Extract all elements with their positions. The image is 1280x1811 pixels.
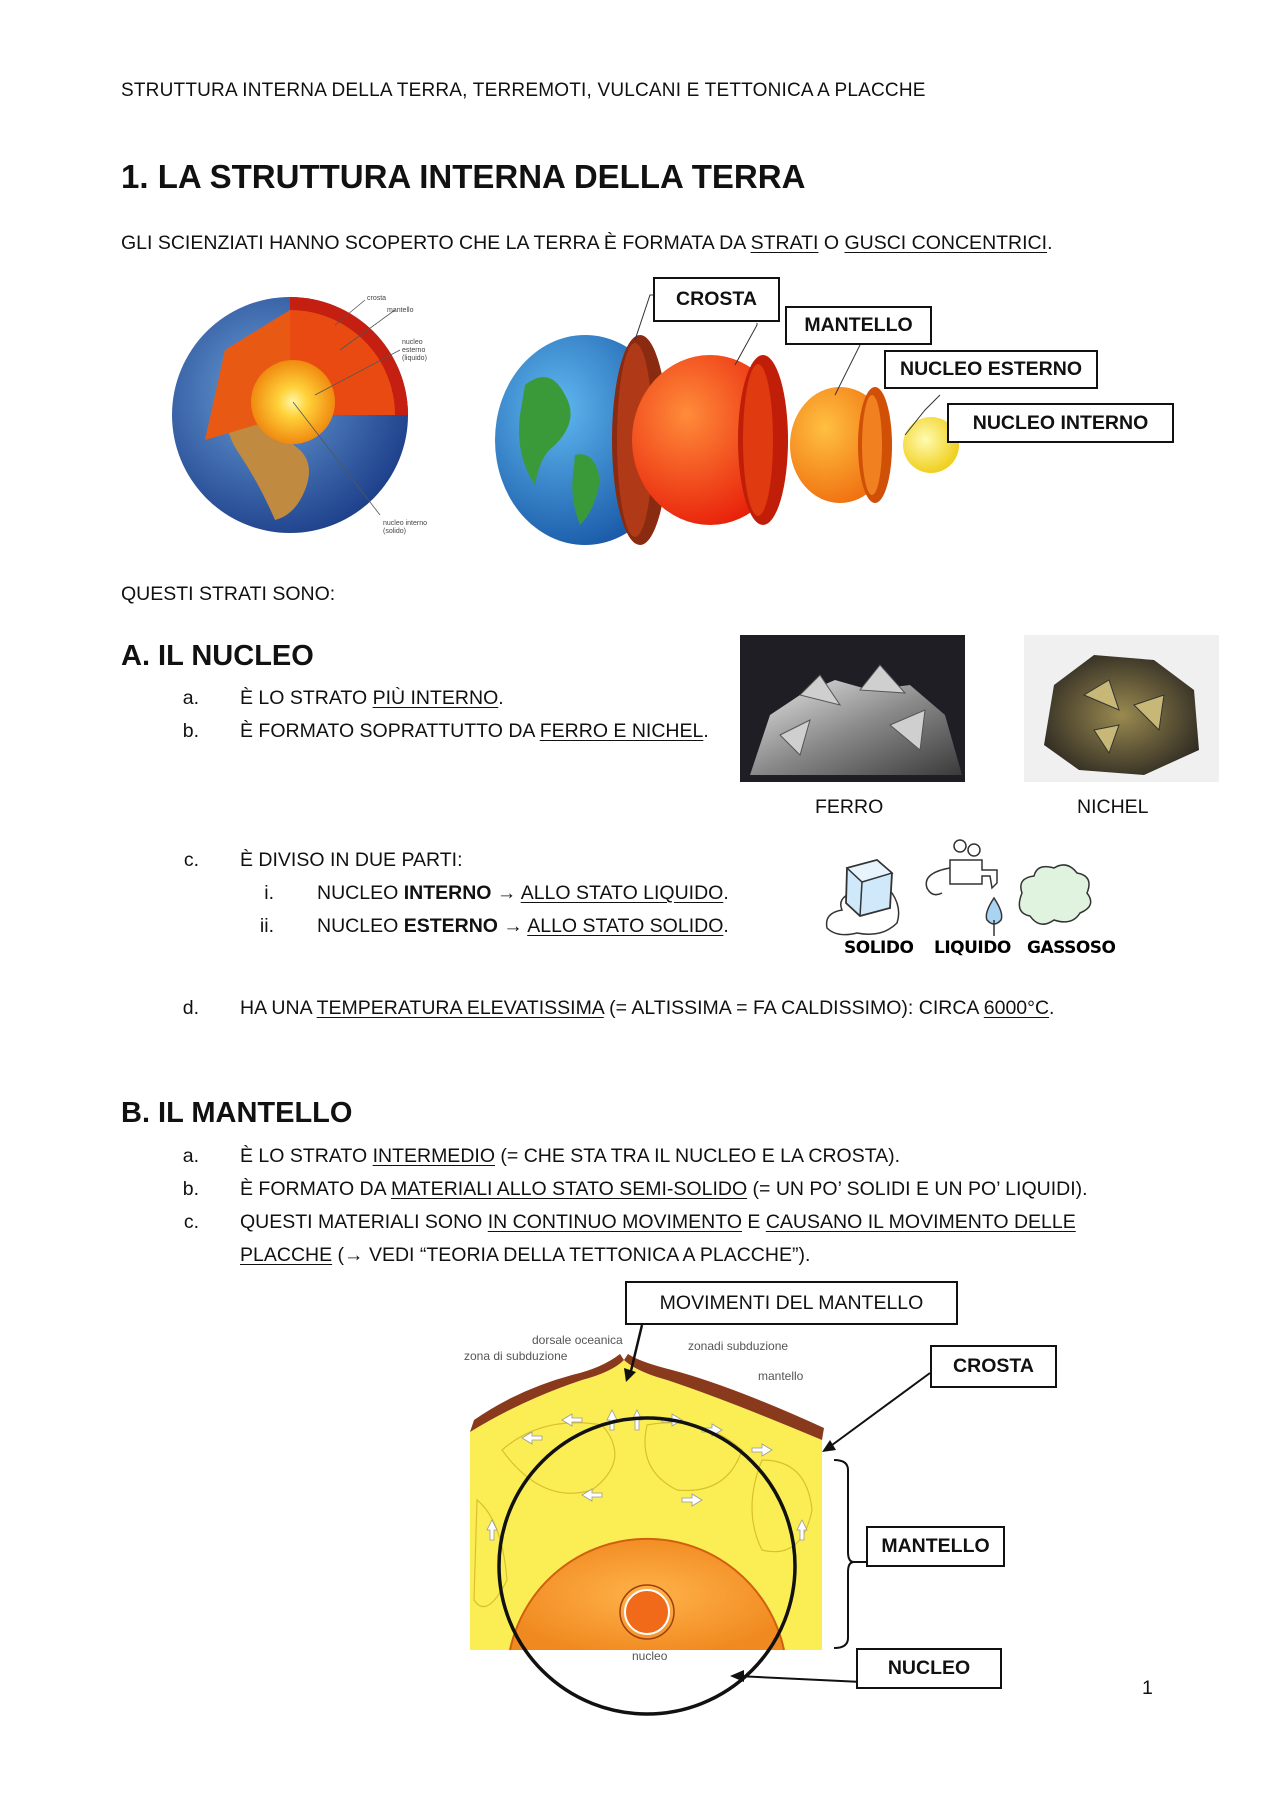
tap-handle-icon	[954, 840, 966, 852]
arrowhead-crosta	[822, 1440, 836, 1452]
globe-label-crosta: crosta	[367, 295, 387, 302]
item-text	[240, 687, 504, 710]
tap-handle-2	[968, 844, 980, 856]
globe-label-mantello: mantello	[387, 307, 414, 314]
globe-label-liquido: (liquido)	[402, 355, 427, 362]
arrow-crosta	[828, 1373, 930, 1448]
intro-underline-gusci: GUSCI CONCENTRICI	[844, 232, 1048, 254]
underlined-text-temperature: 6000°C	[983, 997, 1050, 1019]
strata-intro: QUESTI STRATI SONO:	[121, 583, 336, 605]
gas-cloud-icon	[1019, 865, 1090, 924]
globe-label-nucleo: nucleo	[402, 339, 423, 346]
text: È LO STRATO	[240, 1145, 373, 1167]
list-marker: c.	[183, 849, 199, 871]
list-marker: a.	[182, 687, 199, 709]
label-box-crosta: CROSTA	[653, 277, 780, 322]
arrow: →	[497, 915, 528, 937]
earth-cutaway-illustration	[165, 290, 450, 545]
list-marker: c.	[183, 1211, 199, 1233]
mantle-cut-inner	[743, 364, 773, 516]
item-text	[240, 720, 709, 743]
list-marker: d.	[182, 997, 199, 1019]
iron-photo	[740, 635, 965, 782]
underlined-text: PIÙ INTERNO	[372, 687, 499, 709]
label-nucleo-small: nucleo	[632, 1649, 668, 1663]
mantello-item-c-line2	[240, 1244, 810, 1267]
intro-text-end: .	[1047, 232, 1053, 254]
item-text	[240, 997, 1054, 1020]
text: HA UNA	[240, 997, 317, 1019]
heading-mantello: B. IL MANTELLO	[121, 1097, 353, 1129]
text: (→ VEDI “TEORIA DELLA TETTONICA A PLACCHE”).	[332, 1244, 811, 1266]
nickel-photo	[1024, 635, 1219, 782]
document-header: STRUTTURA INTERNA DELLA TERRA, TERREMOTI, VULCANI E TETTONICA A PLACCHE	[121, 80, 926, 101]
text: .	[723, 915, 729, 937]
text: (= ALTISSIMA = FA CALDISSIMO): CIRCA	[603, 997, 984, 1019]
underlined-text: MATERIALI ALLO STATO SEMI-SOLIDO	[390, 1178, 748, 1200]
phase-label-liquido: LIQUIDO	[934, 938, 1011, 958]
label-box-nucleo-esterno: NUCLEO ESTERNO	[884, 350, 1098, 389]
label-dorsale-oceanica: dorsale oceanica	[532, 1333, 623, 1347]
bold-text: ESTERNO	[403, 915, 498, 937]
label-box-mantello: MANTELLO	[785, 306, 932, 345]
list-marker: i.	[264, 882, 274, 904]
text: .	[703, 720, 709, 742]
globe-label-nucleo-interno: nucleo interno	[383, 520, 427, 527]
list-marker: a.	[182, 1145, 199, 1167]
underlined-text: CAUSANO IL MOVIMENTO DELLE	[765, 1211, 1076, 1233]
section-title: 1. LA STRUTTURA INTERNA DELLA TERRA	[121, 158, 806, 195]
text: .	[723, 882, 729, 904]
text: QUESTI MATERIALI SONO	[240, 1211, 488, 1233]
underlined-text: PLACCHE	[240, 1244, 333, 1266]
globe-label-esterno: esterno	[402, 347, 426, 354]
label-ferro: FERRO	[815, 796, 884, 818]
intro-text-mid: O	[818, 232, 845, 254]
text: È LO STRATO	[240, 687, 373, 709]
label-box-nucleo: NUCLEO	[856, 1648, 1002, 1689]
page-number: 1	[1142, 1677, 1153, 1699]
water-tap-icon	[950, 860, 997, 888]
label-box-mantello-2: MANTELLO	[866, 1526, 1005, 1567]
item-text: È DIVISO IN DUE PARTI:	[240, 849, 463, 871]
list-marker: ii.	[259, 915, 274, 937]
underlined-text: ALLO STATO SOLIDO	[527, 915, 724, 937]
underlined-text: INTERMEDIO	[372, 1145, 495, 1167]
tap-pipe	[926, 868, 950, 895]
inner-core	[625, 1590, 669, 1634]
states-of-matter-illustration	[822, 838, 1116, 958]
phase-label-solido: SOLIDO	[844, 938, 914, 958]
label-zonadi-subduzione: zonadi subduzione	[688, 1339, 789, 1353]
item-text	[240, 1145, 900, 1168]
item-text	[240, 1178, 1088, 1201]
text: (= CHE STA TRA IL NUCLEO E LA CROSTA).	[494, 1145, 901, 1167]
label-box-nucleo-interno: NUCLEO INTERNO	[947, 403, 1174, 443]
underlined-text: TEMPERATURA ELEVATISSIMA	[316, 997, 604, 1019]
text: NUCLEO	[317, 915, 404, 937]
globe-label-solido: (solido)	[383, 528, 406, 535]
intro-underline-strati: STRATI	[750, 232, 819, 254]
text: .	[1049, 997, 1055, 1019]
list-marker: b.	[182, 1178, 199, 1200]
item-text	[240, 1211, 1076, 1234]
arrow: →	[491, 882, 521, 904]
text: E	[742, 1211, 766, 1233]
label-box-crosta-2: CROSTA	[930, 1345, 1057, 1388]
text: È FORMATO SOPRATTUTTO DA	[240, 720, 540, 742]
text: (= UN PO’ SOLIDI E UN PO’ LIQUIDI).	[747, 1178, 1088, 1200]
intro-paragraph	[121, 232, 1052, 255]
mantle-brace	[834, 1460, 854, 1648]
item-text	[317, 915, 729, 938]
bold-text: INTERNO	[403, 882, 492, 904]
label-nichel: NICHEL	[1077, 796, 1149, 818]
list-marker: b.	[182, 720, 199, 742]
item-text	[317, 882, 729, 905]
heading-nucleo: A. IL NUCLEO	[121, 640, 314, 672]
underlined-text: IN CONTINUO MOVIMENTO	[487, 1211, 742, 1233]
label-mantello-small: mantello	[758, 1369, 804, 1383]
underlined-text: FERRO E NICHEL	[539, 720, 704, 742]
leader-crosta	[635, 295, 655, 340]
underlined-text: ALLO STATO LIQUIDO	[520, 882, 724, 904]
label-zona-di-subduzione: zona di subduzione	[464, 1349, 568, 1363]
phase-label-gassoso: GASSOSO	[1027, 938, 1116, 958]
leader-mantello	[735, 323, 757, 365]
text: È FORMATO DA	[240, 1178, 391, 1200]
text: .	[498, 687, 504, 709]
intro-text: GLI SCIENZIATI HANNO SCOPERTO CHE LA TERRA È FORMATA DA	[121, 232, 751, 254]
label-box-movimenti-mantello: MOVIMENTI DEL MANTELLO	[625, 1281, 958, 1325]
text: NUCLEO	[317, 882, 404, 904]
outer-core-cut-inner	[862, 395, 882, 495]
